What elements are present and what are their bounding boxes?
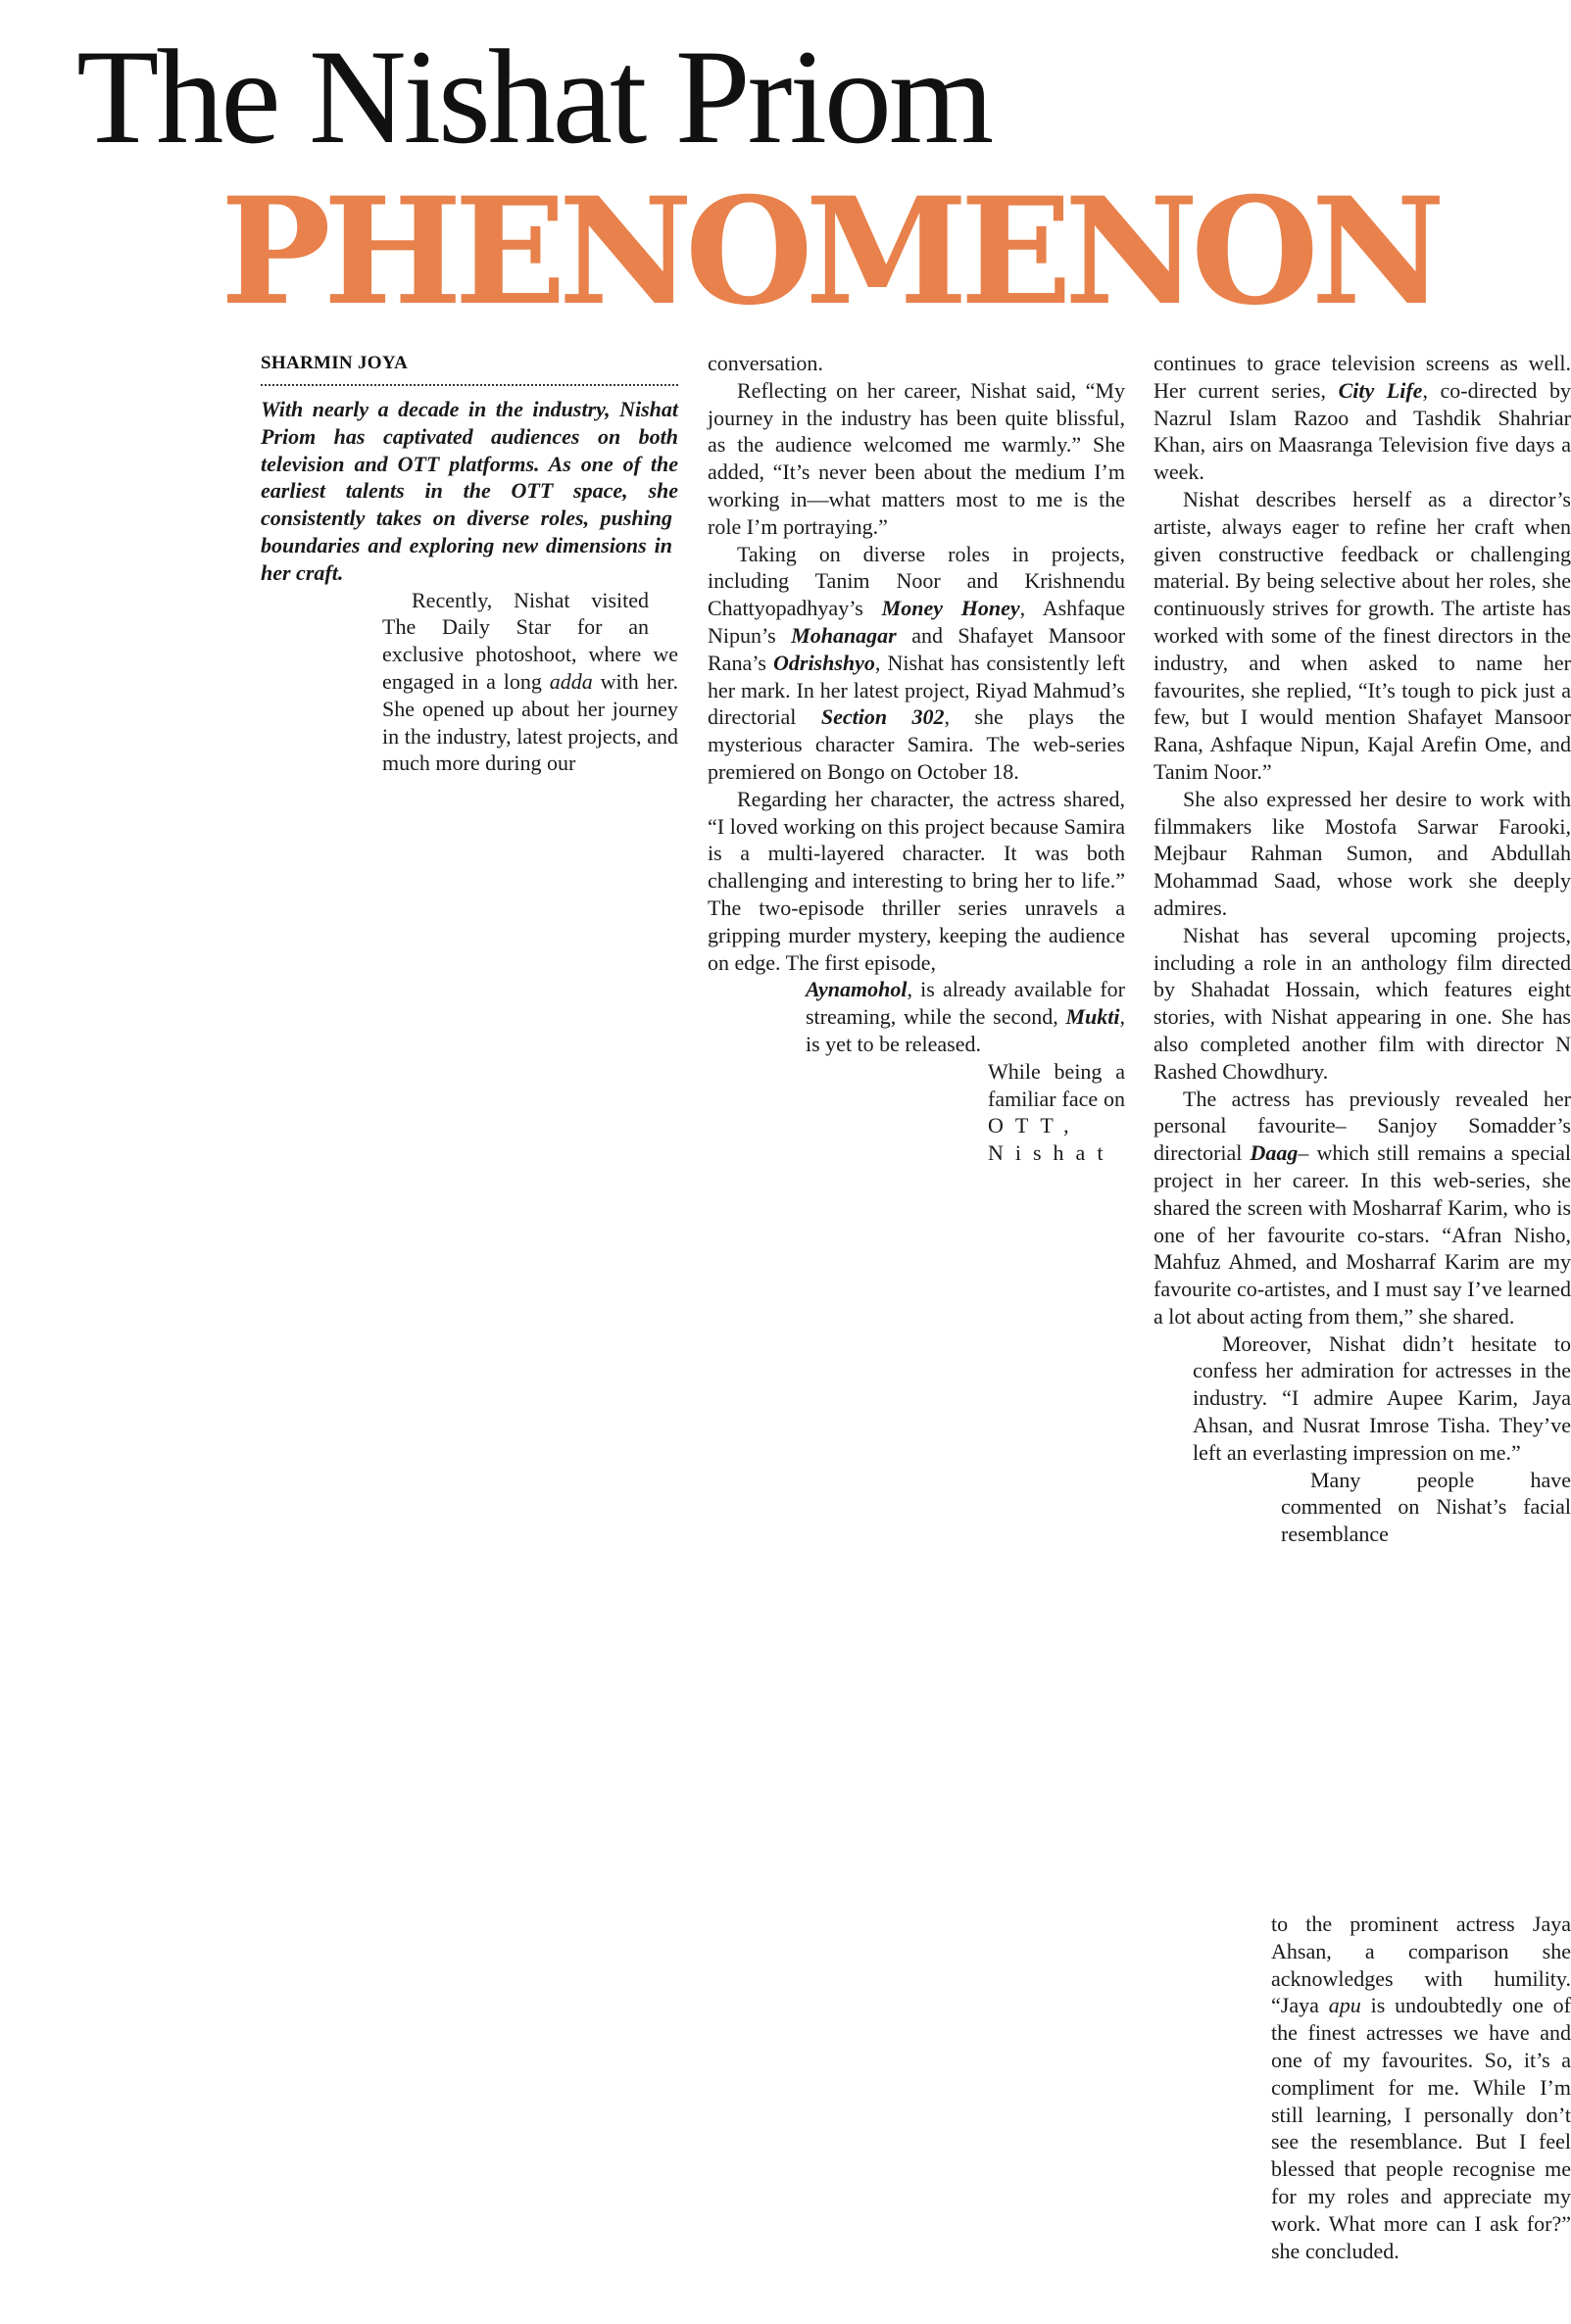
text-run: The actress has previously revealed her personal favourite– Sanjoy Somadder’s directorial	[1154, 1086, 1571, 1166]
text-run: , is already available for streaming, while the second,	[806, 977, 1125, 1030]
text-run: – which still remains a special project in her career. In this web-series, she shared the screen with Mosharraf Karim, who is one of her favourite co-stars. “Afran Nisho, Mahfuz Ahmed, and Mosharraf Karim are my favourite co-artistes, and I must say I’ve learned a lot about acting from them,” she shared.	[1154, 1140, 1571, 1329]
article-paragraph	[1271, 1911, 1571, 2264]
text-run: While being a familiar face on	[988, 1058, 1125, 1111]
text-run: Nishat	[988, 1140, 1115, 1166]
text-run: , co-directed by Nazrul Islam Razoo and Tashdik Shahriar Khan, airs on Maasranga Television five days a week.	[1154, 377, 1571, 485]
text-run-italic: apu	[1328, 1993, 1361, 2018]
article-paragraph: Nishat has several upcoming projects, including a role in an anthology film directed by Shahadat Hossain, which features eight stories, with Nishat appearing in one. She has also completed another film with director N Rashed Chowdhury.	[1154, 922, 1571, 1084]
article-column-4	[1154, 1911, 1571, 2264]
article-paragraph: conversation.	[708, 351, 823, 375]
text-run: Regarding her character, the actress shared, “I loved working on this project because Samira is a multi-layered character. It was both challenging and interesting to bring her to life.” The two-episode thriller series unravels a gripping murder mystery, keeping the audience on edge. The first episode,	[708, 786, 1125, 975]
text-run: Taking on diverse roles in projects, including Tanim Noor and Krishnendu Chattyopadhyay’s	[708, 541, 1125, 621]
text-run: , Ashfaque Nipun’s	[708, 596, 1126, 648]
text-run: OTT,	[988, 1113, 1081, 1138]
text-run-title: City Life	[1338, 377, 1423, 403]
text-run: and Shafayet Mansoor Rana’s	[708, 622, 1126, 675]
text-run: continues to grace television screens as well. Her current series,	[1154, 351, 1571, 403]
text-run-italic: adda	[549, 668, 593, 694]
article-paragraph	[708, 541, 1125, 786]
headline-line-1: The Nishat Priom	[76, 22, 992, 171]
text-run: is undoubtedly one of the finest actresses we have and one of my favourites. So, it’s a compliment for me. While I’m still learning, I personally don’t see the resemblance. But I feel blessed that people recognise me for my roles and appreciate my work. What more can I ask for?” she concluded.	[1271, 1993, 1571, 2263]
article-paragraph: She also expressed her desire to work with filmmakers like Mostofa Sarwar Farooki, Mejbaur Rahman Sumon, and Abdullah Mohammad Saad, whose work she deeply admires.	[1154, 786, 1571, 920]
text-run-title: Mukti	[1065, 1004, 1120, 1030]
text-run: , Nishat has consistently left her mark. In her latest project, Riyad Mahmud’s directorial	[708, 650, 1126, 730]
article-paragraph	[1154, 1086, 1571, 1331]
text-run-title: Aynamohol	[806, 977, 908, 1002]
article-paragraph	[708, 786, 1125, 977]
article-column-3	[1154, 350, 1571, 1548]
text-run: with her. She opened up about her journey in the industry, latest projects, and much more during our	[382, 668, 678, 776]
article-paragraph: Reflecting on her career, Nishat said, “My journey in the industry has been quite blissful, as the audience welcomed me warmly.” She added, “It’s never been about the medium I’m working in—what matters most to me is the role I’m portraying.”	[708, 377, 1125, 539]
text-run-title: Odrishshyo	[773, 650, 875, 675]
article-paragraph: Nishat describes herself as a director’s artiste, always eager to refine her craft when given constructive feedback or challenging material. By being selective about her roles, she continuously strives for growth. The artiste has worked with some of the finest directors in the industry, and when asked to name her favourites, she replied, “It’s tough to pick just a few, but I would mention Shafayet Mansoor Rana, Ashfaque Nipun, Kajal Arefin Ome, and Tanim Noor.”	[1154, 486, 1571, 784]
article-paragraph: Many people have commented on Nishat’s facial resemblance	[1281, 1467, 1571, 1547]
byline: SHARMIN JOYA	[261, 353, 409, 373]
text-run-title: Section 302	[820, 704, 945, 730]
text-run: , is yet to be released.	[806, 1004, 1125, 1056]
text-run: to the prominent actress Jaya Ahsan, a comparison she acknowledges with humility. “Jaya	[1271, 1912, 1571, 2018]
text-run-title: Daag	[1250, 1140, 1299, 1166]
article-paragraph	[382, 587, 678, 778]
text-run: Recently, Nishat visited The Daily Star for an exclusive photoshoot, where we engaged in a long	[382, 587, 678, 694]
article-paragraph	[1154, 350, 1571, 486]
article-paragraph	[988, 1058, 1125, 1167]
article-intro: With nearly a decade in the industry, Nishat Priom has captivated audiences on both television and OTT platforms. As one of the earliest talents in the OTT space, she consistently takes on diverse roles, pushing boundaries and exploring new dimensions in her craft.	[261, 397, 678, 585]
article-column-1	[261, 396, 678, 944]
byline-divider	[261, 384, 678, 386]
article-paragraph-cont	[806, 976, 1125, 1057]
headline-line-2: PHENOMENON	[221, 166, 1438, 338]
article-column-2	[708, 350, 1125, 1167]
text-run: , she plays the mysterious character Samira. The web-series premiered on Bongo on October 18.	[708, 704, 1125, 784]
article-paragraph: Moreover, Nishat didn’t hesitate to confess her admiration for actresses in the industry. “I admire Aupee Karim, Jaya Ahsan, and Nusrat Imrose Tisha. They’ve left an everlasting impression on me.”	[1193, 1331, 1571, 1465]
text-run-title: Money Honey	[881, 596, 1020, 621]
text-run-title: Mohanagar	[791, 622, 897, 648]
